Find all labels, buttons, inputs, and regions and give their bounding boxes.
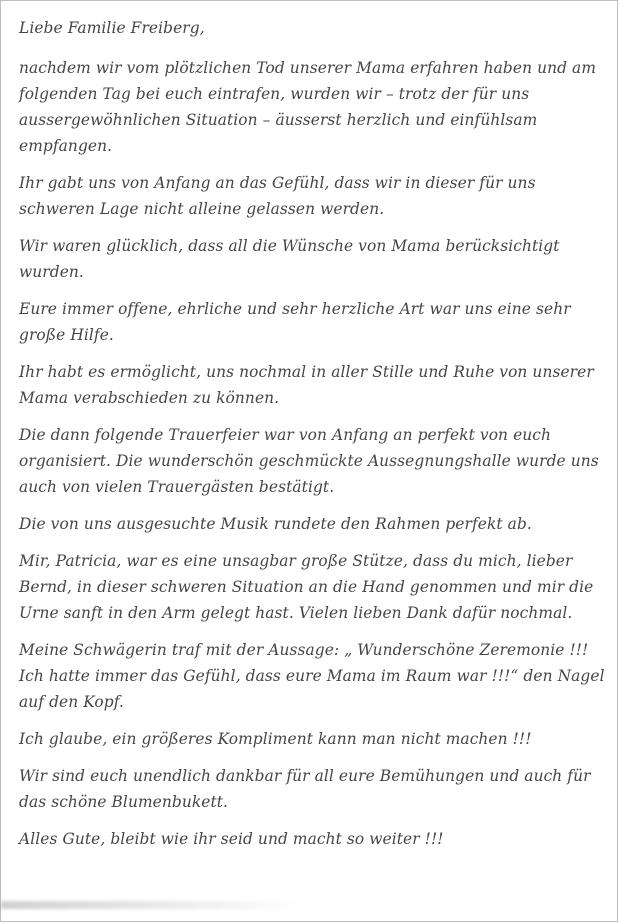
letter-body — [19, 15, 611, 863]
letter-paragraph: Die dann folgende Trauerfeier war von Anfang an perfekt von euch organisiert. Die wunderschön geschmückte Aussegnungshalle wurde uns auch von vielen Trauergästen bestätigt. — [19, 426, 599, 496]
letter-paragraph: Ihr gabt uns von Anfang an das Gefühl, dass wir in dieser für uns schweren Lage nicht alleine gelassen werden. — [19, 174, 536, 218]
letter-paragraph: Wir sind euch unendlich dankbar für all eure Bemühungen und auch für das schöne Blumenbukett. — [19, 767, 591, 811]
letter-closing: Alles Gute, bleibt wie ihr seid und macht so weiter !!! — [19, 830, 444, 848]
letter-paragraph: nachdem wir vom plötzlichen Tod unserer Mama erfahren haben und am folgenden Tag bei euch eintrafen, wurden wir – trotz der für uns aussergewöhnlichen Situation – äusserst herzlich und einfühlsam empfangen. — [19, 59, 597, 155]
letter-paragraph: Ihr habt es ermöglicht, uns nochmal in aller Stille und Ruhe von unserer Mama verabschieden zu können. — [19, 363, 594, 407]
letter-paragraph: Die von uns ausgesuchte Musik rundete den Rahmen perfekt ab. — [19, 515, 532, 533]
letter-greeting: Liebe Familie Freiberg, — [19, 19, 205, 37]
letter-paragraph: Wir waren glücklich, dass all die Wünsche von Mama berücksichtigt wurden. — [19, 237, 560, 281]
letter-paragraph: Mir, Patricia, war es eine unsagbar große Stütze, dass du mich, lieber Bernd, in dieser schweren Situation an die Hand genommen und mir die Urne sanft in den Arm gelegt hast. Vielen lieben Dank dafür nochmal. — [19, 552, 594, 622]
letter-paragraph: Meine Schwägerin traf mit der Aussage: „ Wunderschöne Zeremonie !!! Ich hatte immer das Gefühl, dass eure Mama im Raum war !!!“ den Nagel auf den Kopf. — [19, 641, 605, 711]
bottom-shadow-rule — [1, 901, 301, 909]
letter-paragraph: Ich glaube, ein größeres Kompliment kann man nicht machen !!! — [19, 730, 532, 748]
letter-paragraph: Eure immer offene, ehrliche und sehr herzliche Art war uns eine sehr große Hilfe. — [19, 300, 571, 344]
